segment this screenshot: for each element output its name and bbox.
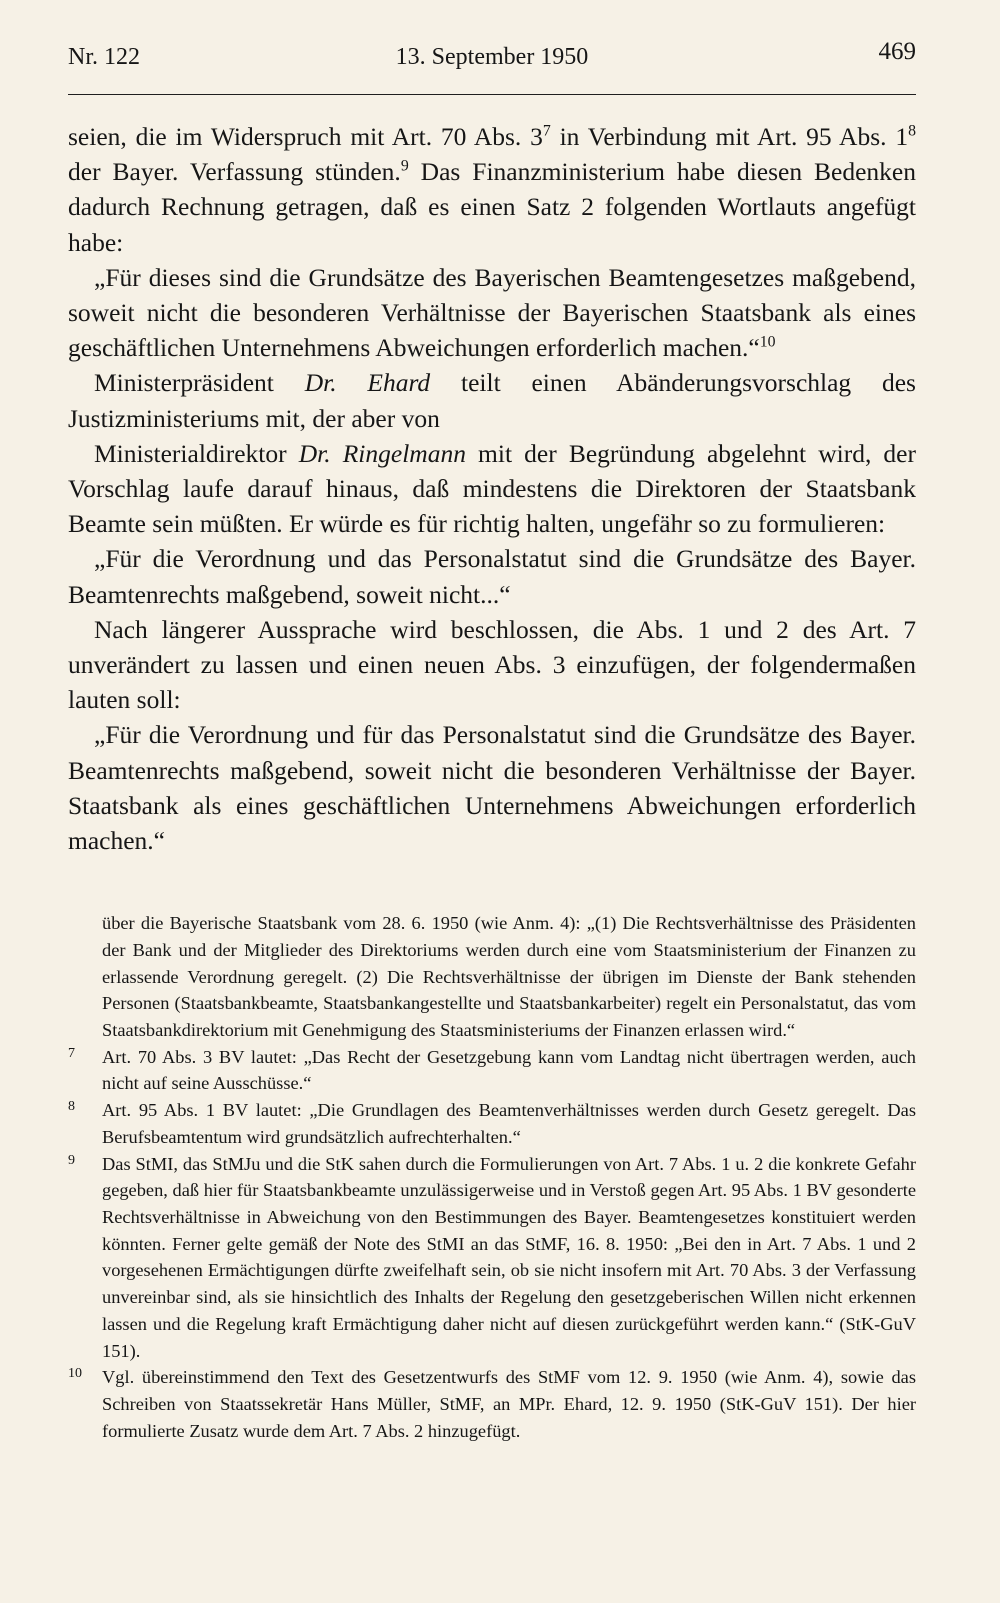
paragraph-continuation (68, 119, 916, 260)
footnote-8 (68, 1097, 916, 1150)
text-run: Das Finanzministerium habe diesen Bedenken dadurch Rechnung getragen, daß es einen Satz 2 folgenden Wortlauts angefügt habe: (68, 157, 916, 257)
paragraph-ehard (68, 365, 916, 435)
footnotes (68, 910, 916, 1444)
text-run: seien, die im Widerspruch mit Art. 70 Abs. 3 (68, 122, 543, 151)
quote-2: „Für die Verordnung und das Personalstatut sind die Grundsätze des Bayer. Beamtenrechts maßgebend, soweit nicht...“ (68, 544, 916, 609)
speaker-name: Dr. Ehard (304, 368, 431, 398)
text-run: Ministerpräsident (94, 368, 305, 398)
header-date: 13. September 1950 (395, 44, 589, 70)
footnote-number: 7 (68, 1045, 75, 1061)
text-run: mit der Begründung abgelehnt wird, der Vorschlag laufe darauf hinaus, daß mindestens die Direktoren der Staatsbank Beamte sein müßten. Er würde es für richtig halten, ungefähr so zu formulieren: (68, 438, 916, 539)
text-run: Ministerialdirektor (94, 438, 299, 468)
footnote-continuation: über die Bayerische Staatsbank vom 28. 6. 1950 (wie Anm. 4): „(1) Die Rechtsverhältnisse des Präsidenten der Bank und der Mitglieder des Direktoriums werden durch eine vom Staatsministerium der Finanzen zu erlassende Verordnung geregelt. (2) Die Rechtsverhältnisse der übrigen im Dienste der Bank stehenden Personen (Staatsbankbeamte, Staatsbankangestellte und Staatsbankarbeiter) regelt ein Personalstatut, das vom Staatsbankdirektorium mit Genehmigung des Staatsministeriums der Finanzen erlassen wird.“ (102, 913, 916, 1041)
footnote-ref-10: 10 (759, 333, 776, 351)
footnote-number: 9 (68, 1152, 75, 1168)
footnote-text: Das StMI, das StMJu und die StK sahen durch die Formulierungen von Art. 7 Abs. 1 u. 2 die konkrete Gefahr gegeben, daß hier für Staatsbankbeamte unzulässigerweise und in Verstoß gegen Art. 95 Abs. 1 BV gesonderte Rechtsverhältnisse in Abweichung von den Bestimmungen des Bayer. Beamtengesetzes konstituiert werden könnten. Ferner gelte gemäß der Note des StMI an das StMF, 16. 8. 1950: „Bei den in Art. 7 Abs. 1 und 2 vorgesehenen Ermächtigungen dürfte zweifelhaft sein, ob sie nicht insofern mit Art. 70 Abs. 3 der Verfassung unvereinbar sind, als sie hinsichtlich des Inhalts der Regelung den gesetzgeberischen Willen nicht erkennen lassen und die Regelung kraft Ermächtigung daher nicht auf diesen zurückgeführt werden kann.“ (StK-GuV 151). (102, 1153, 916, 1361)
text-run: teilt einen Abänderungsvorschlag des Justizministeriums mit, der aber von (68, 368, 916, 433)
footnote-ref-7: 7 (542, 122, 551, 140)
footnote-text: Art. 70 Abs. 3 BV lautet: „Das Recht der Gesetzgebung kann vom Landtag nicht übertragen werden, auch nicht auf seine Ausschüsse.“ (102, 1046, 916, 1094)
footnote-text: Art. 95 Abs. 1 BV lautet: „Die Grundlagen des Beamtenverhältnisses werden durch Gesetz geregelt. Das Berufsbeamtentum wird grundsätzlich aufrechterhalten.“ (102, 1100, 916, 1147)
footnote-number: 8 (68, 1099, 75, 1115)
footnote-text: Vgl. übereinstimmend den Text des Gesetzentwurfs des StMF vom 12. 9. 1950 (wie Anm. 4), sowie das Schreiben von Staatssekretär Hans Müller, StMF, an MPr. Ehard, 12. 9. 1950 (StK-GuV 151). Der hier formulierte Zusatz wurde dem Art. 7 Abs. 2 hinzugefügt. (102, 1367, 916, 1441)
speaker-name: Dr. Ringelmann (298, 438, 466, 468)
quote-text: „Für dieses sind die Grundsätze des Bayerischen Beamtengesetzes maßgebend, soweit nicht die besonderen Verhältnisse der Bayerischen Staatsbank als eines geschäftlichen Unternehmens Abweichungen erforderlich machen.“ (68, 262, 916, 363)
main-text (68, 119, 916, 858)
footnote-ref-9: 9 (400, 157, 409, 175)
paragraph-ringelmann (68, 436, 916, 542)
issue-number: Nr. 122 (68, 44, 140, 70)
footnote-9 (68, 1151, 916, 1365)
quote-3: „Für die Verordnung und für das Personalstatut sind die Grundsätze des Bayer. Beamtenrechts maßgebend, soweit nicht die besonderen Verhältnisse der Bayer. Staatsbank als eines geschäftlichen Unternehmens Abweichungen erforderlich machen.“ (68, 720, 916, 856)
quote-1 (68, 260, 916, 366)
text-run: der Bayer. Verfassung stünden. (68, 157, 401, 187)
running-header (68, 0, 916, 95)
footnote-ref-8: 8 (908, 122, 916, 140)
footnote-7 (68, 1044, 916, 1097)
footnote-10 (68, 1364, 916, 1444)
page-number: 469 (878, 38, 916, 65)
paragraph-decision: Nach längerer Aussprache wird beschlossen, die Abs. 1 und 2 des Art. 7 unverändert zu lassen und einen neuen Abs. 3 einzufügen, der folgendermaßen lauten soll: (68, 614, 916, 715)
footnote-number: 10 (68, 1366, 82, 1382)
text-run: in Verbindung mit Art. 95 Abs. 1 (550, 122, 909, 151)
